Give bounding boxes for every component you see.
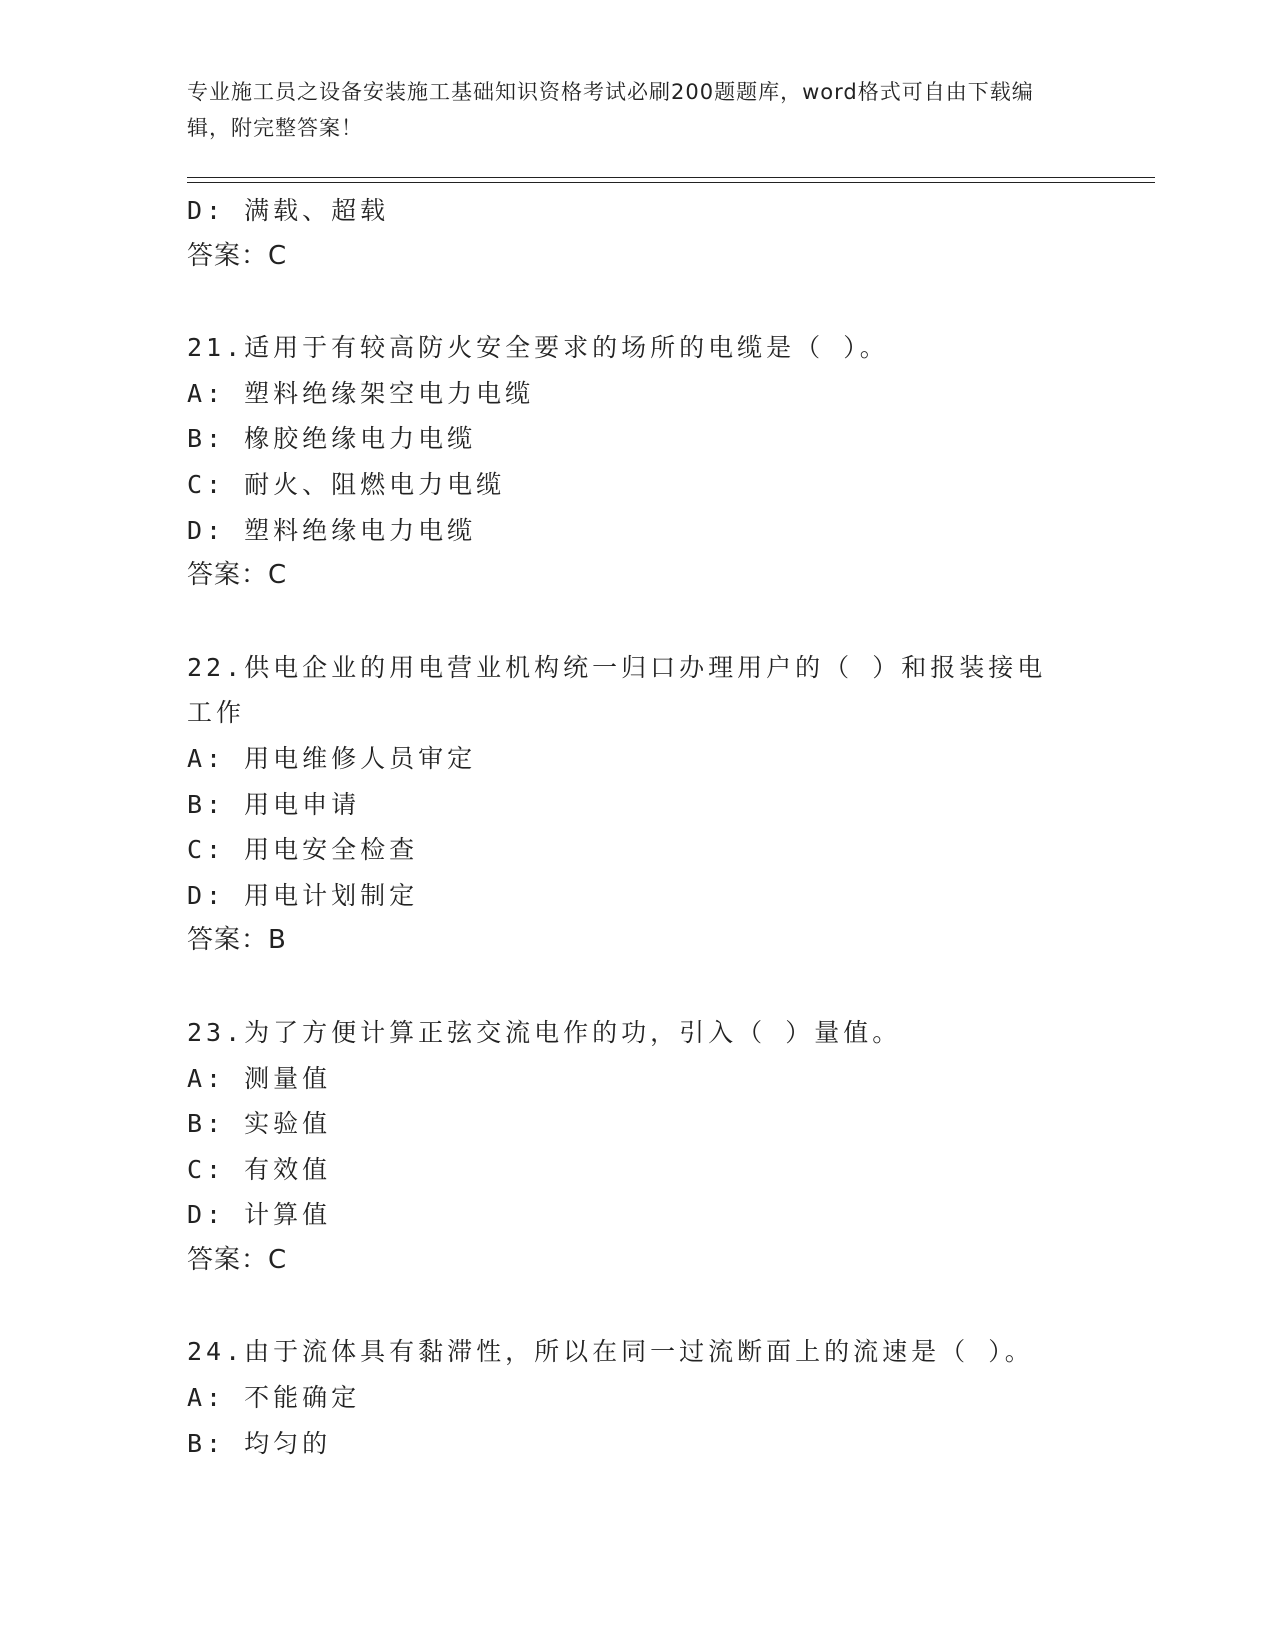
question-stem: 23.为了方便计算正弦交流电作的功，引入（ ）量值。 — [187, 1017, 902, 1047]
spacer — [187, 279, 1087, 325]
question-stem: 24.由于流体具有黏滞性，所以在同一过流断面上的流速是（ ）。 — [187, 1337, 1034, 1367]
document-title: 专业施工员之设备安装施工基础知识资格考试必刷200题题库，word格式可自由下载编辑，附完整答案！ — [187, 80, 1034, 140]
option-a: A: 塑料绝缘架空电力电缆 — [187, 378, 535, 408]
option-b: B: 实验值 — [187, 1109, 332, 1139]
document-header — [187, 74, 1067, 146]
answer-line: 答案：C — [187, 240, 288, 271]
question-block-24 — [187, 1329, 1087, 1466]
spacer — [187, 964, 1087, 1010]
spacer — [187, 599, 1087, 645]
option-d: D: 用电计划制定 — [187, 880, 419, 910]
option-c: C: 用电安全检查 — [187, 835, 419, 865]
option-c: C: 有效值 — [187, 1154, 332, 1184]
answer-line: 答案：B — [187, 925, 287, 956]
option-b: B: 橡胶绝缘电力电缆 — [187, 424, 477, 454]
header-divider-bottom — [187, 182, 1155, 183]
question-block-21 — [187, 325, 1087, 599]
option-b: B: 用电申请 — [187, 789, 361, 819]
answer-line: 答案：C — [187, 560, 288, 591]
option-d: D: 计算值 — [187, 1200, 332, 1230]
question-block-22 — [187, 645, 1087, 964]
question-block-20-tail — [187, 188, 1087, 279]
spacer — [187, 1283, 1087, 1329]
option-c: C: 耐火、阻燃电力电缆 — [187, 469, 506, 499]
option-d: D: 满载、超载 — [187, 196, 390, 225]
option-d: D: 塑料绝缘电力电缆 — [187, 515, 477, 545]
question-stem: 21.适用于有较高防火安全要求的场所的电缆是（ ）。 — [187, 333, 889, 363]
answer-line: 答案：C — [187, 1244, 288, 1275]
question-stem: 22.供电企业的用电营业机构统一归口办理用户的（ ）和报装接电工作 — [187, 652, 1047, 728]
option-b: B: 均匀的 — [187, 1428, 332, 1458]
option-a: A: 用电维修人员审定 — [187, 743, 477, 773]
question-list — [187, 188, 1087, 1466]
question-block-23 — [187, 1010, 1087, 1284]
option-a: A: 不能确定 — [187, 1383, 361, 1413]
header-divider-top — [187, 177, 1155, 178]
option-a: A: 测量值 — [187, 1063, 332, 1093]
